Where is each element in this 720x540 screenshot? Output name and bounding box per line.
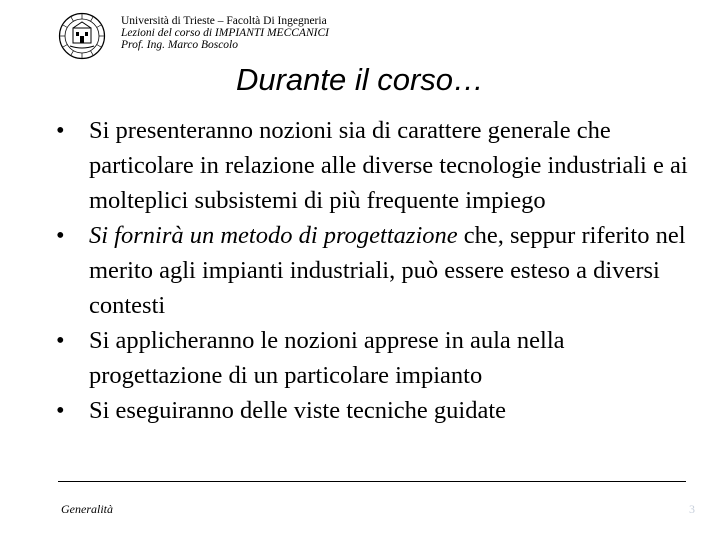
bullet-dot: • <box>56 327 65 354</box>
footer-divider <box>58 481 686 482</box>
bullet-list <box>56 113 696 428</box>
bullet-text: Si presenteranno nozioni sia di carattere generale che particolare in relazione alle diverse tecnologie industriali e ai molteplici subsistemi di più frequente impiego <box>89 117 688 214</box>
course-name: Lezioni del corso di IMPIANTI MECCANICI <box>121 27 329 39</box>
footer-section-label: Generalità <box>61 502 113 516</box>
bullet-text: Si applicheranno le nozioni apprese in aula nella progettazione di un particolare impianto <box>89 327 565 389</box>
bullet-dot: • <box>56 397 65 424</box>
bullet-dot: • <box>56 222 65 249</box>
bullet-item <box>56 393 696 428</box>
course-header <box>121 15 329 51</box>
bullet-item <box>56 113 696 218</box>
professor-name: Prof. Ing. Marco Boscolo <box>121 39 239 51</box>
slide-title: Durante il corso… <box>235 62 485 97</box>
bullet-text: Si eseguiranno delle viste tecniche guidate <box>89 397 507 424</box>
bullet-item <box>56 218 696 323</box>
page-number: 3 <box>689 502 695 516</box>
bullet-emphasis: Si fornirà un metodo di progettazione <box>89 222 458 249</box>
university-seal-icon <box>58 12 106 60</box>
university-name: Università di Trieste – Facoltà Di Ingegneria <box>121 15 327 27</box>
bullet-text: che, seppur riferito nel merito agli impianti industriali, può essere esteso a diversi contesti <box>89 222 686 319</box>
bullet-item <box>56 323 696 393</box>
bullet-dot: • <box>56 117 65 144</box>
